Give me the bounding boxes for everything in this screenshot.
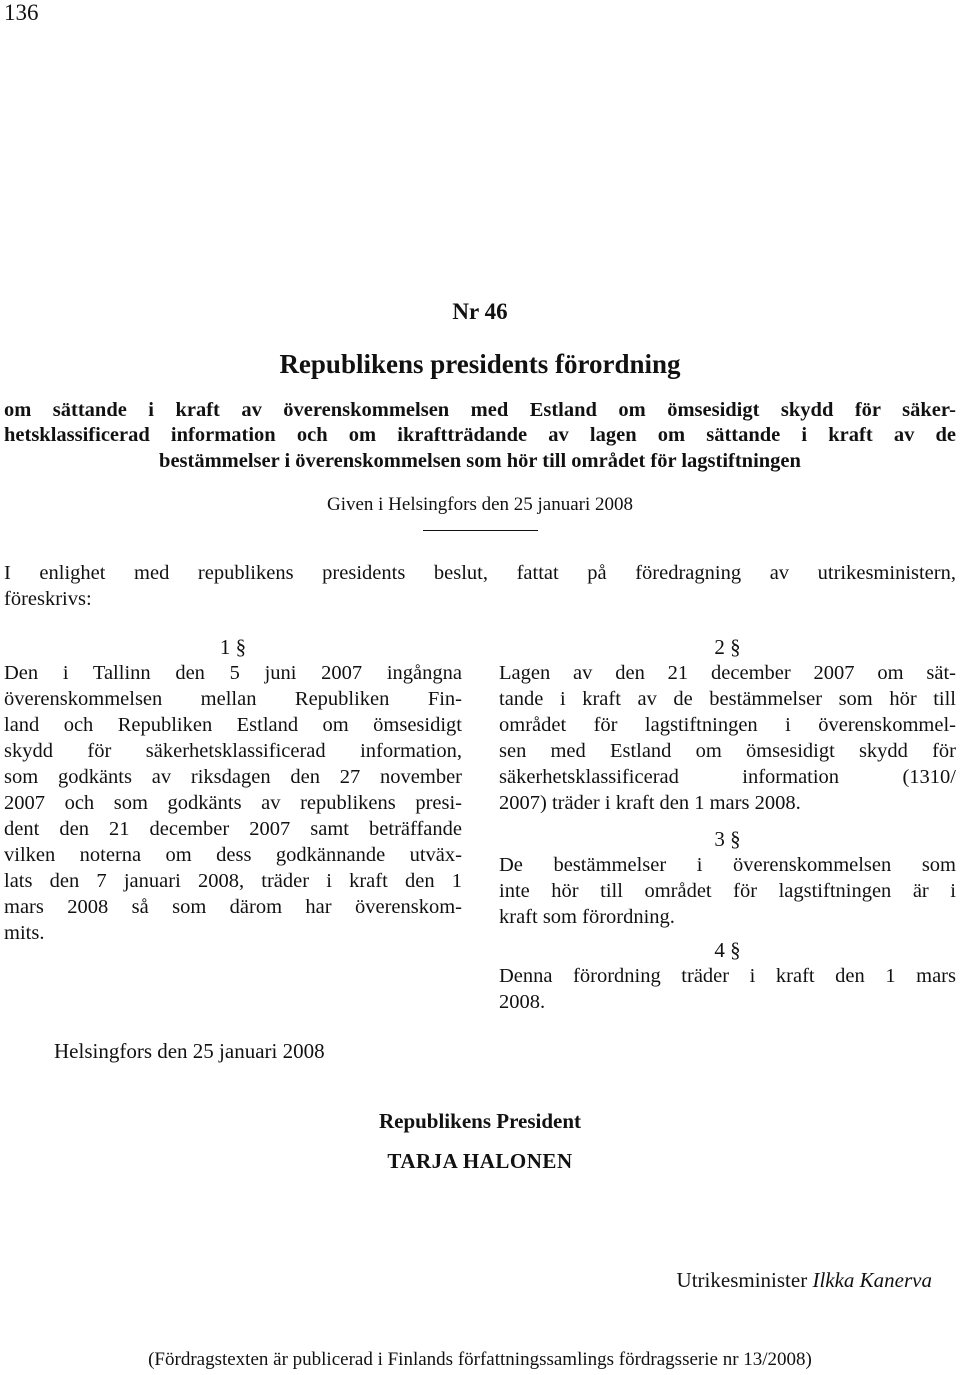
section-1-line: vilken noterna om dess godkännande utväx- (4, 844, 462, 866)
header-divider (423, 530, 538, 531)
section-1-line: överenskommelsen mellan Republiken Fin- (4, 688, 462, 710)
section-2-line: området för lagstiftningen i överenskommel- (499, 714, 956, 736)
section-3-line: kraft som förordning. (499, 906, 675, 928)
document-number: Nr 46 (452, 299, 508, 324)
section-4 (499, 937, 956, 1015)
signing-place-date: Helsingfors den 25 januari 2008 (54, 1039, 325, 1063)
section-3 (499, 826, 956, 930)
given-date-line: Given i Helsingfors den 25 januari 2008 (326, 494, 634, 515)
subtitle-line-3: bestämmelser i överenskommelsen som hör till området för lagstiftningen (159, 450, 801, 472)
page-number: 136 (4, 0, 39, 25)
document-title: Republikens presidents förordning (279, 349, 681, 379)
section-1-line: 2007 och som godkänts av republikens presi- (4, 792, 462, 814)
minister-signature (500, 1267, 932, 1293)
section-2-line: tande i kraft av de bestämmelser som hör till (499, 688, 956, 710)
section-1-line: skydd för säkerhetsklassificerad information, (4, 740, 462, 762)
section-1 (4, 634, 462, 946)
section-1-heading: 1 § (219, 635, 247, 659)
section-3-line: De bestämmelser i överenskommelsen som (499, 854, 956, 876)
section-2-line: 2007) träder i kraft den 1 mars 2008. (499, 792, 801, 814)
section-4-line: Denna förordning träder i kraft den 1 mars (499, 965, 956, 987)
preamble-line-2: föreskrivs: (4, 588, 92, 610)
section-2 (499, 634, 956, 816)
section-1-line: mits. (4, 922, 45, 944)
preamble (4, 560, 956, 612)
section-1-line: lats den 7 januari 2008, träder i kraft den 1 (4, 870, 462, 892)
section-2-line: Lagen av den 21 december 2007 om sät- (499, 662, 956, 684)
section-1-line: som godkänts av riksdagen den 27 november (4, 766, 462, 788)
footnote: (Fördragstexten är publicerad i Finlands författningssamlings fördragsserie nr 13/2008) (148, 1349, 812, 1370)
section-2-line: sen med Estland om ömsesidigt skydd för (499, 740, 956, 762)
subtitle-line-1: om sättande i kraft av överenskommelsen med Estland om ömsesidigt skydd för säker- (4, 399, 956, 421)
section-2-heading: 2 § (714, 635, 741, 659)
minister-title: Utrikesminister (676, 1268, 808, 1292)
section-1-line: land och Republiken Estland om ömsesidigt (4, 714, 462, 736)
section-3-line: inte hör till området för lagstiftningen är i (499, 880, 956, 902)
president-title: Republikens President (378, 1109, 582, 1133)
section-4-line: 2008. (499, 991, 546, 1013)
section-4-heading: 4 § (714, 938, 741, 962)
section-3-heading: 3 § (714, 827, 741, 851)
president-name: TARJA HALONEN (387, 1149, 573, 1173)
section-2-line: säkerhetsklassificerad information (1310/ (499, 766, 956, 788)
section-1-line: mars 2008 så som därom har överenskom- (4, 896, 462, 918)
minister-name: Ilkka Kanerva (812, 1268, 932, 1292)
subtitle-line-2: hetsklassificerad information och om ikraftträdande av lagen om sättande i kraft av de (4, 424, 956, 446)
section-1-line: dent den 21 december 2007 samt beträffande (4, 818, 462, 840)
preamble-line-1: I enlighet med republikens presidents beslut, fattat på föredragning av utrikesministern, (4, 562, 956, 584)
section-1-line: Den i Tallinn den 5 juni 2007 ingångna (4, 662, 462, 684)
